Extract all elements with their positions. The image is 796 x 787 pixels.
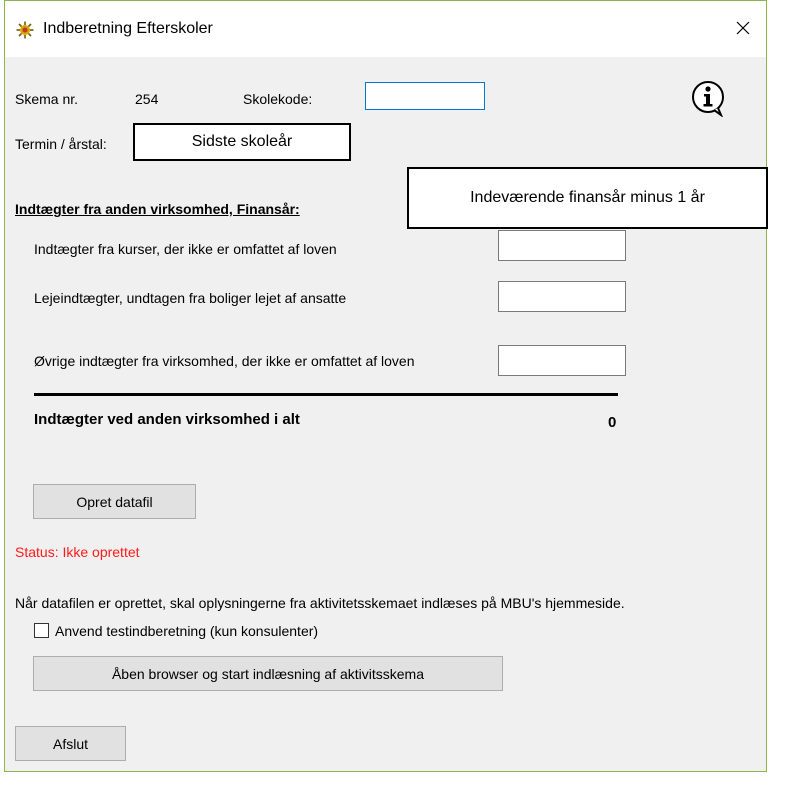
total-value: 0 — [608, 414, 617, 431]
window-title: Indberetning Efterskoler — [43, 20, 213, 37]
skolekode-label: Skolekode: — [243, 91, 313, 107]
close-button[interactable] — [720, 1, 766, 57]
skolekode-input[interactable] — [365, 82, 485, 110]
exit-button[interactable]: Afslut — [15, 726, 126, 761]
total-label: Indtægter ved anden virksomhed i alt — [34, 411, 300, 428]
skema-value: 254 — [135, 91, 159, 107]
create-datafile-button[interactable]: Opret datafil — [33, 484, 196, 519]
row-label: Øvrige indtægter fra virksomhed, der ikke er omfattet af loven — [34, 353, 415, 369]
info-text: Når datafilen er oprettet, skal oplysningerne fra aktivitetsskemaet indlæses på MBU's hjemmeside. — [15, 595, 625, 611]
total-divider — [34, 393, 618, 396]
status-text: Status: Ikke oprettet — [15, 544, 140, 560]
title-bar — [5, 1, 766, 57]
info-icon[interactable] — [690, 79, 728, 120]
test-checkbox-label[interactable]: Anvend testindberetning (kun konsulenter) — [55, 623, 319, 639]
oevrige-input[interactable] — [498, 345, 626, 376]
row-label: Indtægter fra kurser, der ikke er omfattet af loven — [34, 241, 337, 257]
skema-label: Skema nr. — [15, 91, 79, 107]
termin-callout: Sidste skoleår — [133, 123, 351, 161]
test-checkbox[interactable] — [34, 623, 49, 638]
section-title: Indtægter fra anden virksomhed, Finansår: — [15, 201, 300, 217]
kurser-input[interactable] — [498, 230, 626, 261]
dialog-window — [4, 0, 767, 772]
app-logo-icon — [16, 21, 34, 39]
lejeindtaegter-input[interactable] — [498, 281, 626, 312]
open-browser-button[interactable]: Åben browser og start indlæsning af aktivitsskema — [33, 656, 503, 691]
close-icon — [736, 21, 750, 38]
finansaar-callout: Indeværende finansår minus 1 år — [407, 167, 768, 229]
row-label: Lejeindtægter, undtagen fra boliger lejet af ansatte — [34, 290, 347, 306]
termin-label: Termin / årstal: — [15, 136, 107, 152]
